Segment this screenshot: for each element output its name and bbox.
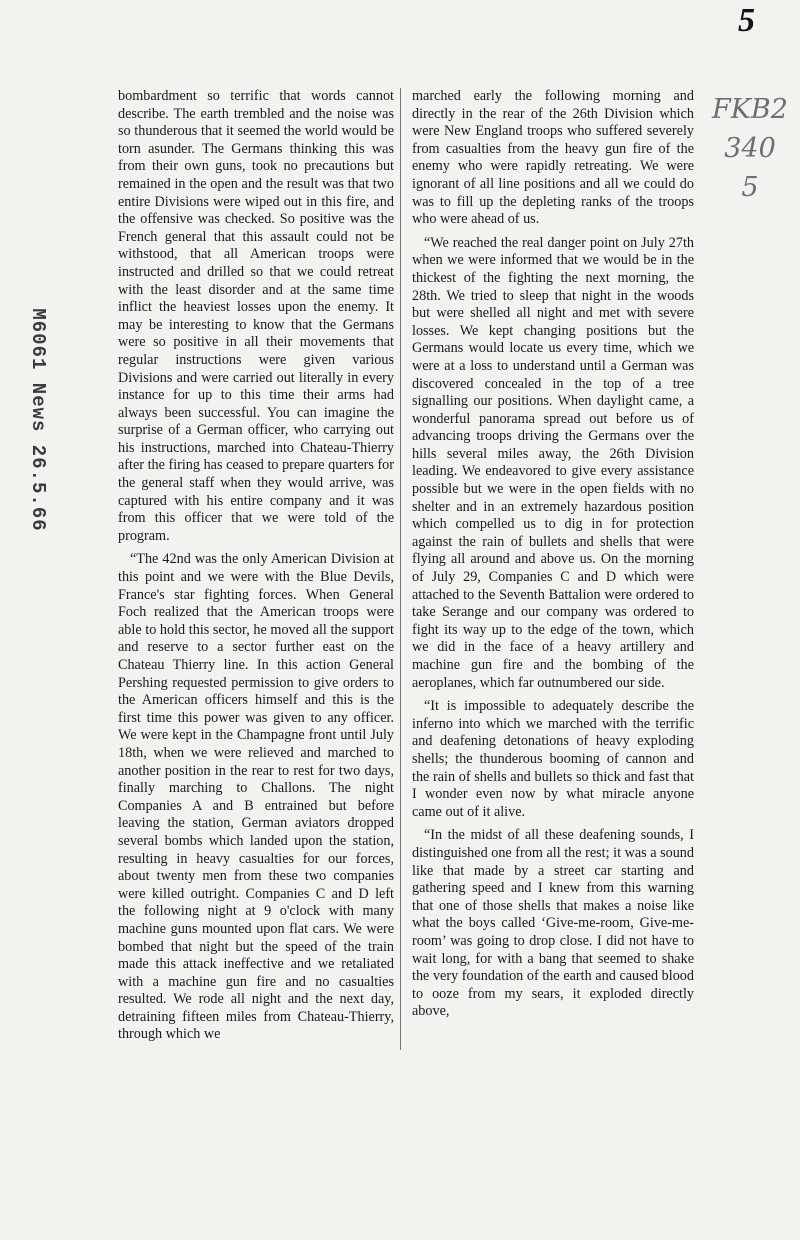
handwritten-notes (704, 90, 796, 207)
left-column (118, 88, 401, 1050)
paragraph: marched early the following morning and directly in the rear of the 26th Division which were New England troops who suffered severely from casualties from the heavy gun fire of the enemy who were rapidly retreating. We were ignorant of all line positions and all we could do was to fill up the depleting ranks of the troops who were ahead of us. (412, 88, 694, 228)
archive-stamp (18, 270, 58, 570)
paragraph: “It is impossible to adequately describe the inferno into which we marched with the terrific and deafening detonations of heavy exploding shells; the thunderous booming of cannon and the rain of shells and bullets so thick and fast that I wonder even now by what miracle anyone came out of it alive. (412, 698, 694, 820)
right-column (412, 88, 694, 1027)
handwritten-note: 340 (724, 133, 776, 165)
page-number: 5 (738, 2, 755, 39)
paragraph: “In the midst of all these deafening sounds, I distinguished one from all the rest; it was a sound like that made by a street car starting and gathering speed and I knew from this warning that one of those shells that makes a noise like what the boys called ‘Give-me-room, Give-me-room’ was going to drop close. I did not have to wait long, for with a bang that seemed to shake the very foundation of the earth and caused blood to ooze from my sears, it exploded directly above, (412, 827, 694, 1020)
handwritten-note: 5 (741, 172, 759, 204)
paragraph: “We reached the real danger point on July 27th when we were informed that we would be in the thickest of the fighting the next morning, the 28th. We tried to sleep that night in the woods but were shelled all night and met with severe losses. We kept changing positions but the Germans would locate us every time, which we were at a loss to understand until a German was discovered concealed in the top of a tree signalling our positions. When daylight came, a wonderful panorama spread out before us of advancing troops driving the Germans over the hills several miles away, the 26th Division leading. We endeavored to give every assistance possible but we were in the open fields with no shelter and in an extremely hazardous position which compelled us to dig in for protection against the rain of bullets and shells that were flying all around and above us. On the morning of July 29, Companies C and D which were attached to the Seventh Battalion were ordered to take Serange and our company was ordered to fight its way up to the edge of the town, which we did in the face of a heavy artillery and machine gun fire and the bombing of the aeroplanes, which far outnumbered our side. (412, 234, 694, 691)
paragraph: bombardment so terrific that words cannot describe. The earth trembled and the noise was so thunderous that it seemed the world would be torn asunder. The Germans thinking this was from their own guns, took no precautions but remained in the open and the result was that two entire Divisions were wiped out in this fire, and the offensive was checked. So positive was the French general that this assault could not be withstood, that all American troops were instructed and drilled so that we could retreat with the least disorder and at the same time inflict the heaviest losses upon the enemy. It may be interesting to know that the Germans were so positive in all their movements that regular instructions were given various Divisions and were carried out literally in every instance for up to this time their arms had always been successful. You can imagine the surprise of a German officer, who carrying out his instructions, marched into Chateau-Thierry after the firing has ceased to prepare quarters for the general staff when they would arrive, was captured with his entire company and it was from this officer that we were told of the program. (118, 88, 394, 544)
paragraph: “The 42nd was the only American Division at this point and we were with the Blue Devils, France's star fighting forces. When General Foch realized that the American troops were able to hold this sector, he moved all the support and reserve to a sector further east on the Chateau Thierry line. In this action General Pershing requested permission to give orders to the American officers himself and this is the first time this power was given to any officer. We were kept in the Champagne front until July 18th, when we were relieved and marched to another position in the rear to rest for two days, finally marching to Challons. The night Companies A and B entrained but before leaving the station, German aviators dropped several bombs which landed upon the station, resulting in heavy casualties for our forces, about twenty men from these two companies were killed outright. Companies C and D left the following night at 9 o'clock with many machine guns mounted upon flat cars. We were bombed that night but the speed of the train made this attack ineffective and we retaliated with a machine gun fire and no casualties resulted. We rode all night and the next day, detraining fifteen miles from Chateau-Thierry, through which we (118, 551, 394, 1043)
handwritten-note: FKB2 (712, 94, 788, 125)
newspaper-clipping (118, 88, 700, 1148)
stamp-text: M6061 News 26.5.66 (27, 308, 49, 532)
